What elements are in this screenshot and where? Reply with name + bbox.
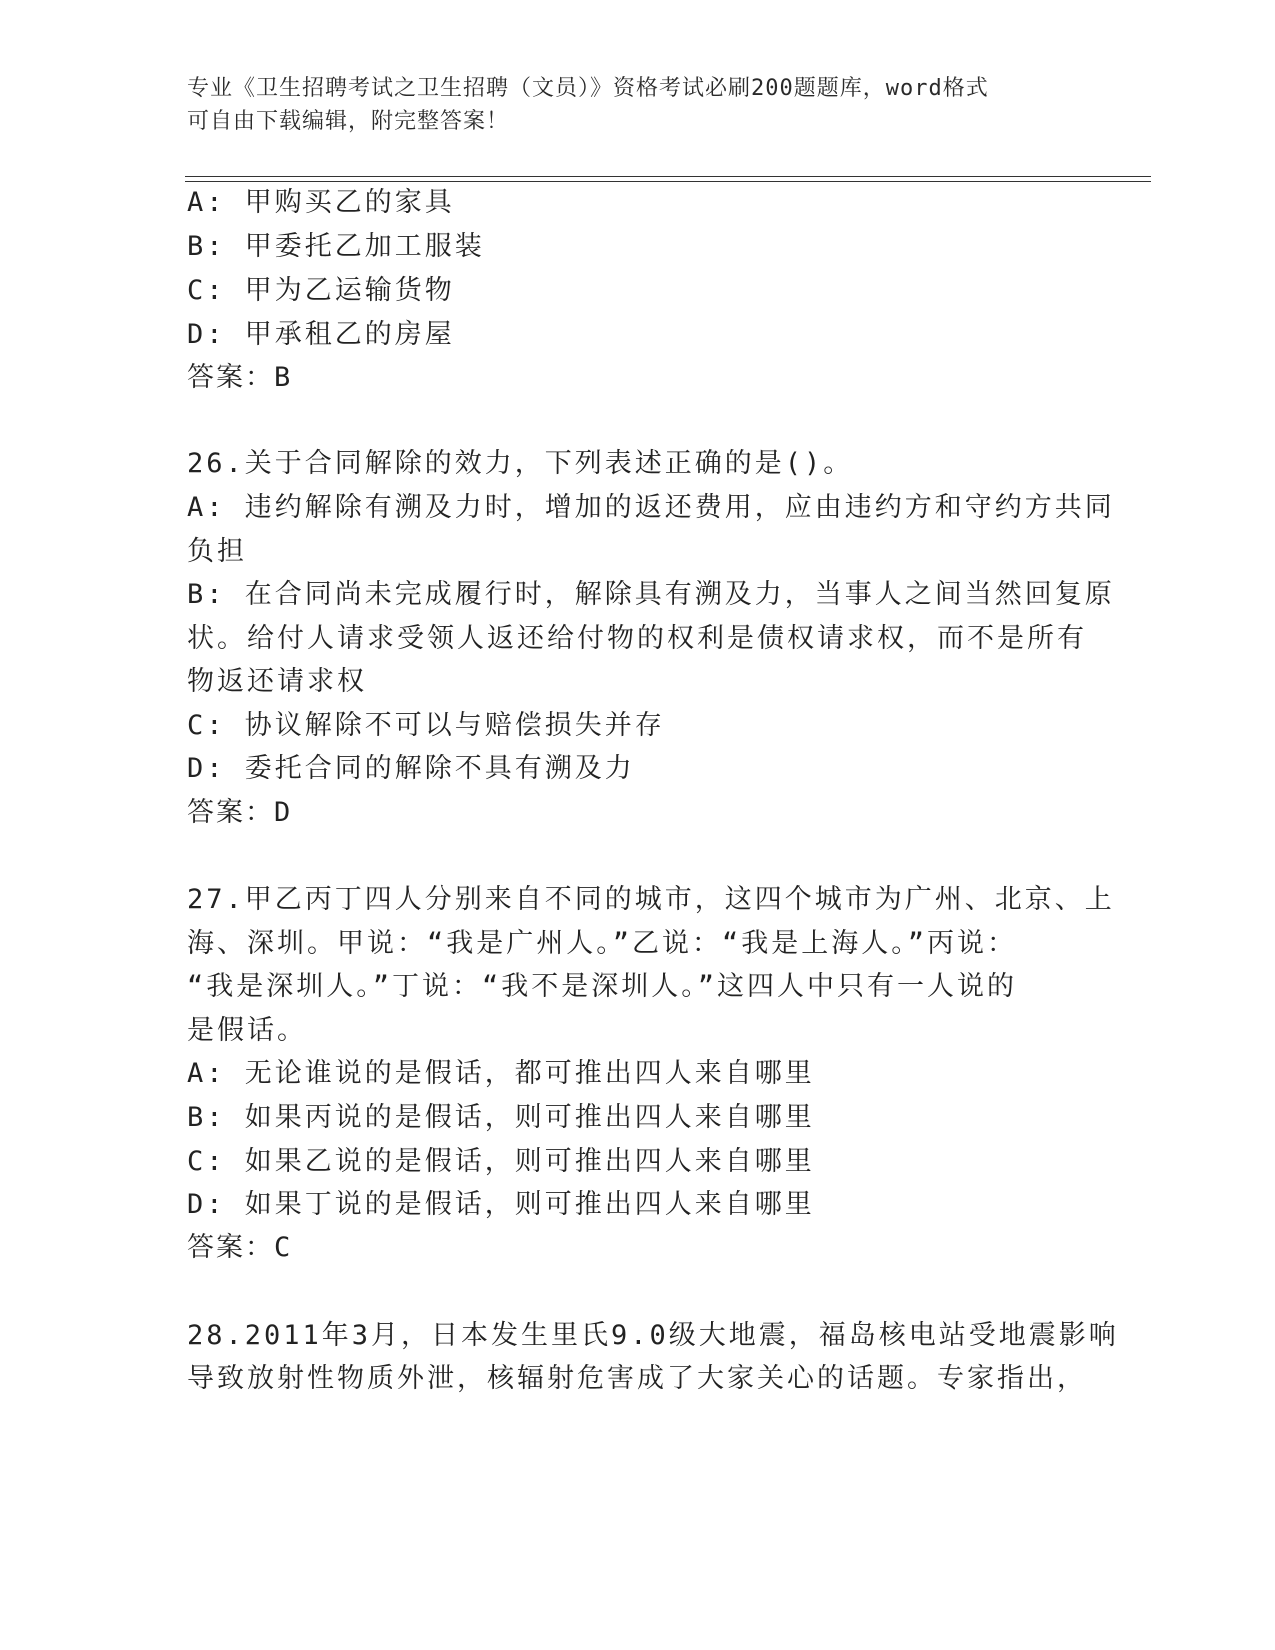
header-line-2: 可自由下载编辑，附完整答案！	[187, 109, 510, 134]
q26-stem: 26.关于合同解除的效力，下列表述正确的是()。	[187, 448, 854, 479]
q26-option-line: D: 委托合同的解除不具有溯及力	[187, 753, 635, 784]
q25-option-c: C: 甲为乙运输货物	[187, 275, 455, 306]
q25-option-b: B: 甲委托乙加工服装	[187, 231, 485, 262]
q26-option-line: 负担	[187, 536, 247, 567]
document-header	[187, 72, 1087, 138]
q28-stem-line: 导致放射性物质外泄，核辐射危害成了大家关心的话题。专家指出，	[187, 1363, 1087, 1394]
q25-option-d: D: 甲承租乙的房屋	[187, 319, 455, 350]
q26-option-line: C: 协议解除不可以与赔偿损失并存	[187, 710, 665, 741]
q26-option-line: 物返还请求权	[187, 666, 367, 697]
q26-option-line: 状。给付人请求受领人返还给付物的权利是债权请求权，而不是所有	[187, 623, 1087, 654]
q26-option-line: B: 在合同尚未完成履行时，解除具有溯及力，当事人之间当然回复原	[187, 579, 1115, 610]
q27-option-a: A: 无论谁说的是假话，都可推出四人来自哪里	[187, 1058, 815, 1089]
q27-stem-line: 27.甲乙丙丁四人分别来自不同的城市，这四个城市为广州、北京、上	[187, 884, 1115, 915]
q27-option-c: C: 如果乙说的是假话，则可推出四人来自哪里	[187, 1146, 815, 1177]
q27-stem-line: 海、深圳。甲说：“我是广州人。”乙说：“我是上海人。”丙说：	[187, 928, 1018, 959]
q27-option-b: B: 如果丙说的是假话，则可推出四人来自哪里	[187, 1102, 815, 1133]
q27-stem-line: “我是深圳人。”丁说：“我不是深圳人。”这四人中只有一人说的	[187, 971, 1018, 1002]
q27-option-d: D: 如果丁说的是假话，则可推出四人来自哪里	[187, 1189, 815, 1220]
q25-option-a: A: 甲购买乙的家具	[187, 187, 455, 218]
q28-stem-line: 28.2011年3月，日本发生里氏9.0级大地震，福岛核电站受地震影响	[187, 1320, 1119, 1351]
q27-answer: 答案：C	[187, 1232, 293, 1263]
q26-option-line: A: 违约解除有溯及力时，增加的返还费用，应由违约方和守约方共同	[187, 492, 1115, 523]
q25-answer: 答案：B	[187, 362, 293, 393]
q26-answer: 答案：D	[187, 797, 293, 828]
header-line-1: 专业《卫生招聘考试之卫生招聘（文员）》资格考试必刷200题题库，word格式	[187, 76, 989, 101]
header-divider-top	[185, 176, 1151, 177]
q27-stem-line: 是假话。	[187, 1015, 307, 1046]
